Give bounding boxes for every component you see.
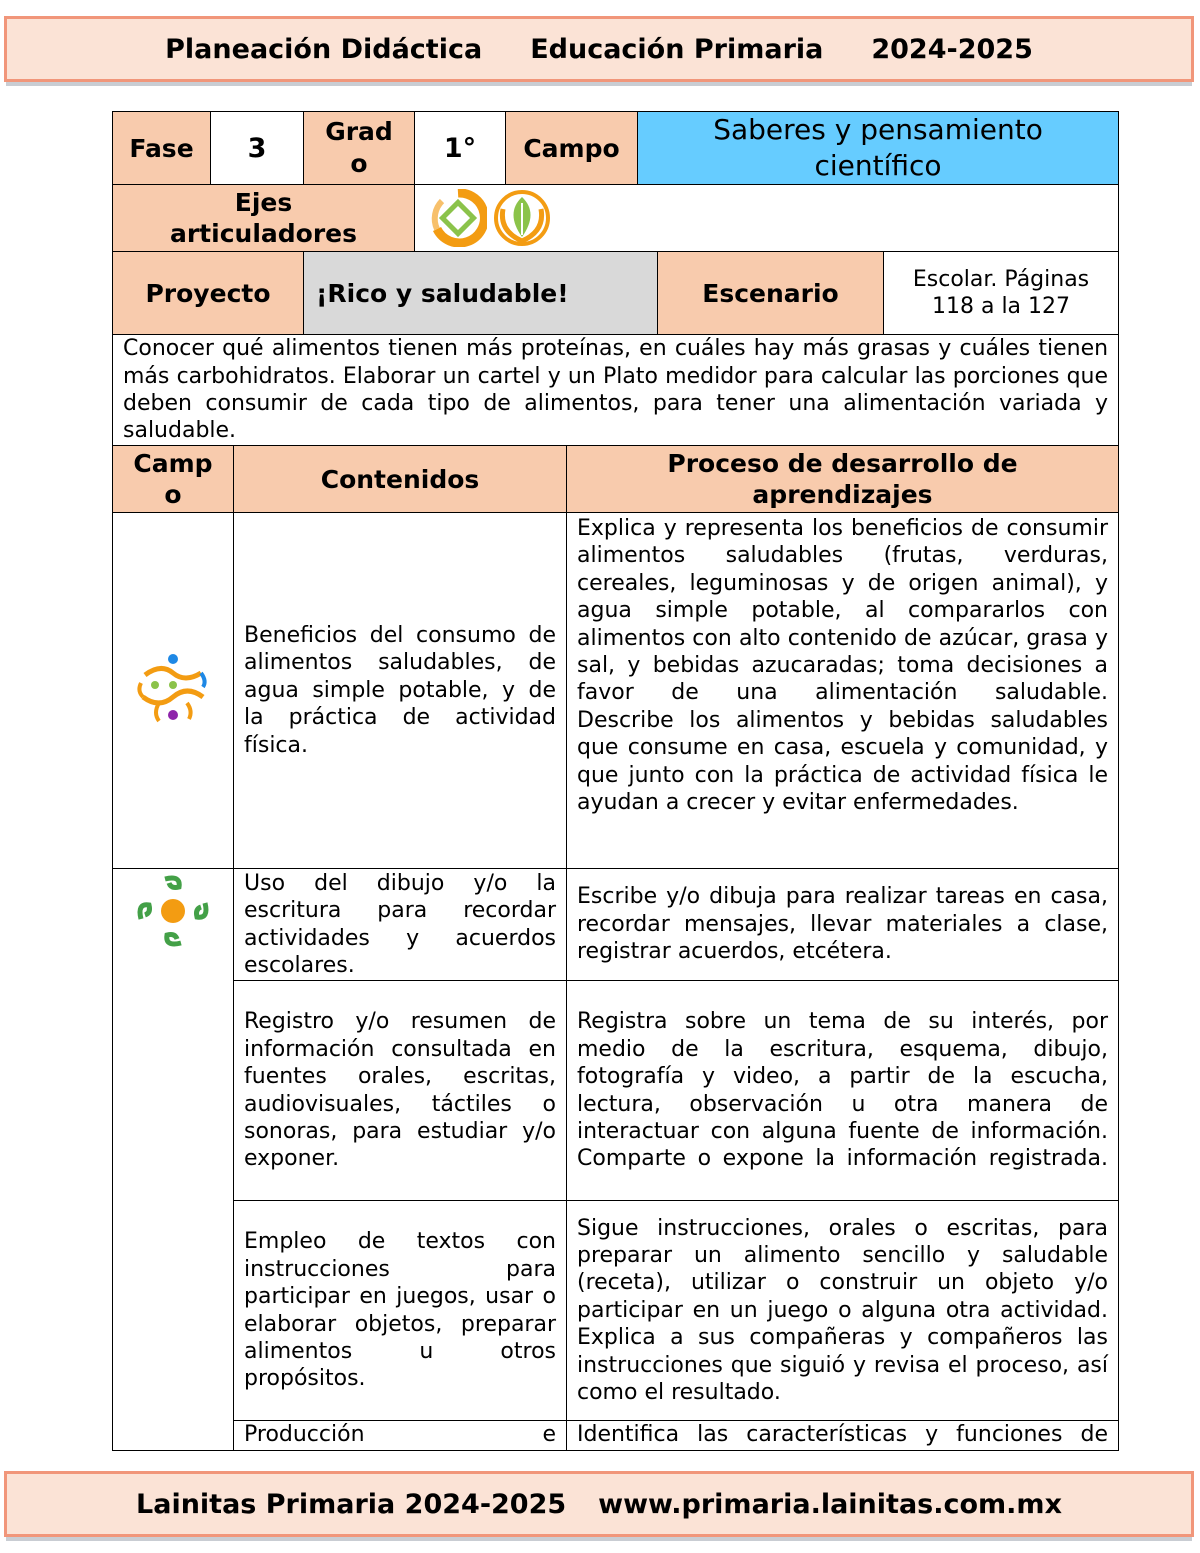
ejes-icons [415,185,1119,252]
fase-label: Fase [113,112,211,185]
col-header-contenidos: Contenidos [234,446,567,513]
table-row [113,981,1119,1201]
project-description: Conocer qué alimentos tienen más proteínas, en cuáles hay más grasas y cuáles tienen más carbohidratos. Elaborar un cartel y un Plato medidor para calcular las porciones que deben consumir de cada tipo de alimentos, para tener una alimentación variada y saludable. [113,335,1119,446]
header-cycle: 2024-2025 [871,33,1033,65]
contenido-cell: Beneficios del consumo de alimentos saludables, de agua simple potable, y de la práctica de actividad física. [234,513,567,869]
proyecto-value: ¡Rico y saludable! [304,252,658,335]
content-table [112,445,1119,1451]
ejes-label: Ejes articuladores [113,185,415,252]
header-title: Planeación Didáctica [165,33,483,65]
campo-value: Saberes y pensamiento científico [638,112,1119,185]
interculturalidad-icon [429,189,487,247]
proceso-cell: Identifica las características y funciones de [567,1421,1119,1451]
campo-label: Campo [506,112,638,185]
vida-saludable-icon [493,189,551,247]
footer-brand: Lainitas Primaria 2024-2025 [136,1488,567,1520]
contenido-cell: Producción e [234,1421,567,1451]
table-row [113,1201,1119,1421]
footer-url[interactable]: www.primaria.lainitas.com.mx [598,1488,1062,1520]
table-row [113,869,1119,981]
proceso-cell: Explica y representa los beneficios de consumir alimentos saludables (frutas, verduras, cereales, leguminosas y de origen animal), y agua simple potable, al compararlos con alimentos con alto contenido de azúcar, grasa y sal, y bebidas azucaradas; toma decisiones a favor de una alimentación saludable. Describe los alimentos y bebidas saludables que consume en casa, escuela y comunidad, y que junto con la práctica de actividad física le ayudan a crecer y evitar enfermedades. [567,513,1119,869]
col-header-proceso: Proceso de desarrollo de aprendizajes [567,446,1119,513]
lenguajes-campo-icon [113,869,234,1451]
grado-label: Grado [304,112,415,185]
escenario-label: Escenario [658,252,884,335]
info-table [112,111,1119,446]
proceso-cell: Sigue instrucciones, orales o escritas, para preparar un alimento sencillo y saludable (receta), utilizar o construir un objeto y/o participar en un juego o alguna otra actividad. Explica a sus compañeras y compañeros las instrucciones que siguió y revisa el proceso, así como el resultado. [567,1201,1119,1421]
escenario-value: Escolar. Páginas 118 a la 127 [884,252,1119,335]
col-header-campo: Campo [113,446,234,513]
contenido-cell: Uso del dibujo y/o la escritura para recordar actividades y acuerdos escolares. [234,869,567,981]
table-row [113,1421,1119,1451]
proyecto-label: Proyecto [113,252,304,335]
header-level: Educación Primaria [530,33,824,65]
fase-value: 3 [211,112,304,185]
grado-value: 1° [415,112,506,185]
table-row [113,513,1119,869]
contenido-cell: Empleo de textos con instrucciones para participar en juegos, usar o elaborar objetos, preparar alimentos u otros propósitos. [234,1201,567,1421]
proceso-cell: Registra sobre un tema de su interés, por medio de la escritura, esquema, dibujo, fotografía y video, a partir de la escucha, lectura, observación u otra manera de interactuar con alguna fuente de información. Comparte o expone la información registrada. [567,981,1119,1201]
footer-banner [4,1471,1194,1537]
header-banner [4,16,1194,82]
saberes-campo-icon [113,513,234,869]
contenido-cell: Registro y/o resumen de información consultada en fuentes orales, escritas, audiovisuales, táctiles o sonoras, para estudiar y/o exponer. [234,981,567,1201]
proceso-cell: Escribe y/o dibuja para realizar tareas en casa, recordar mensajes, llevar materiales a clase, registrar acuerdos, etcétera. [567,869,1119,981]
